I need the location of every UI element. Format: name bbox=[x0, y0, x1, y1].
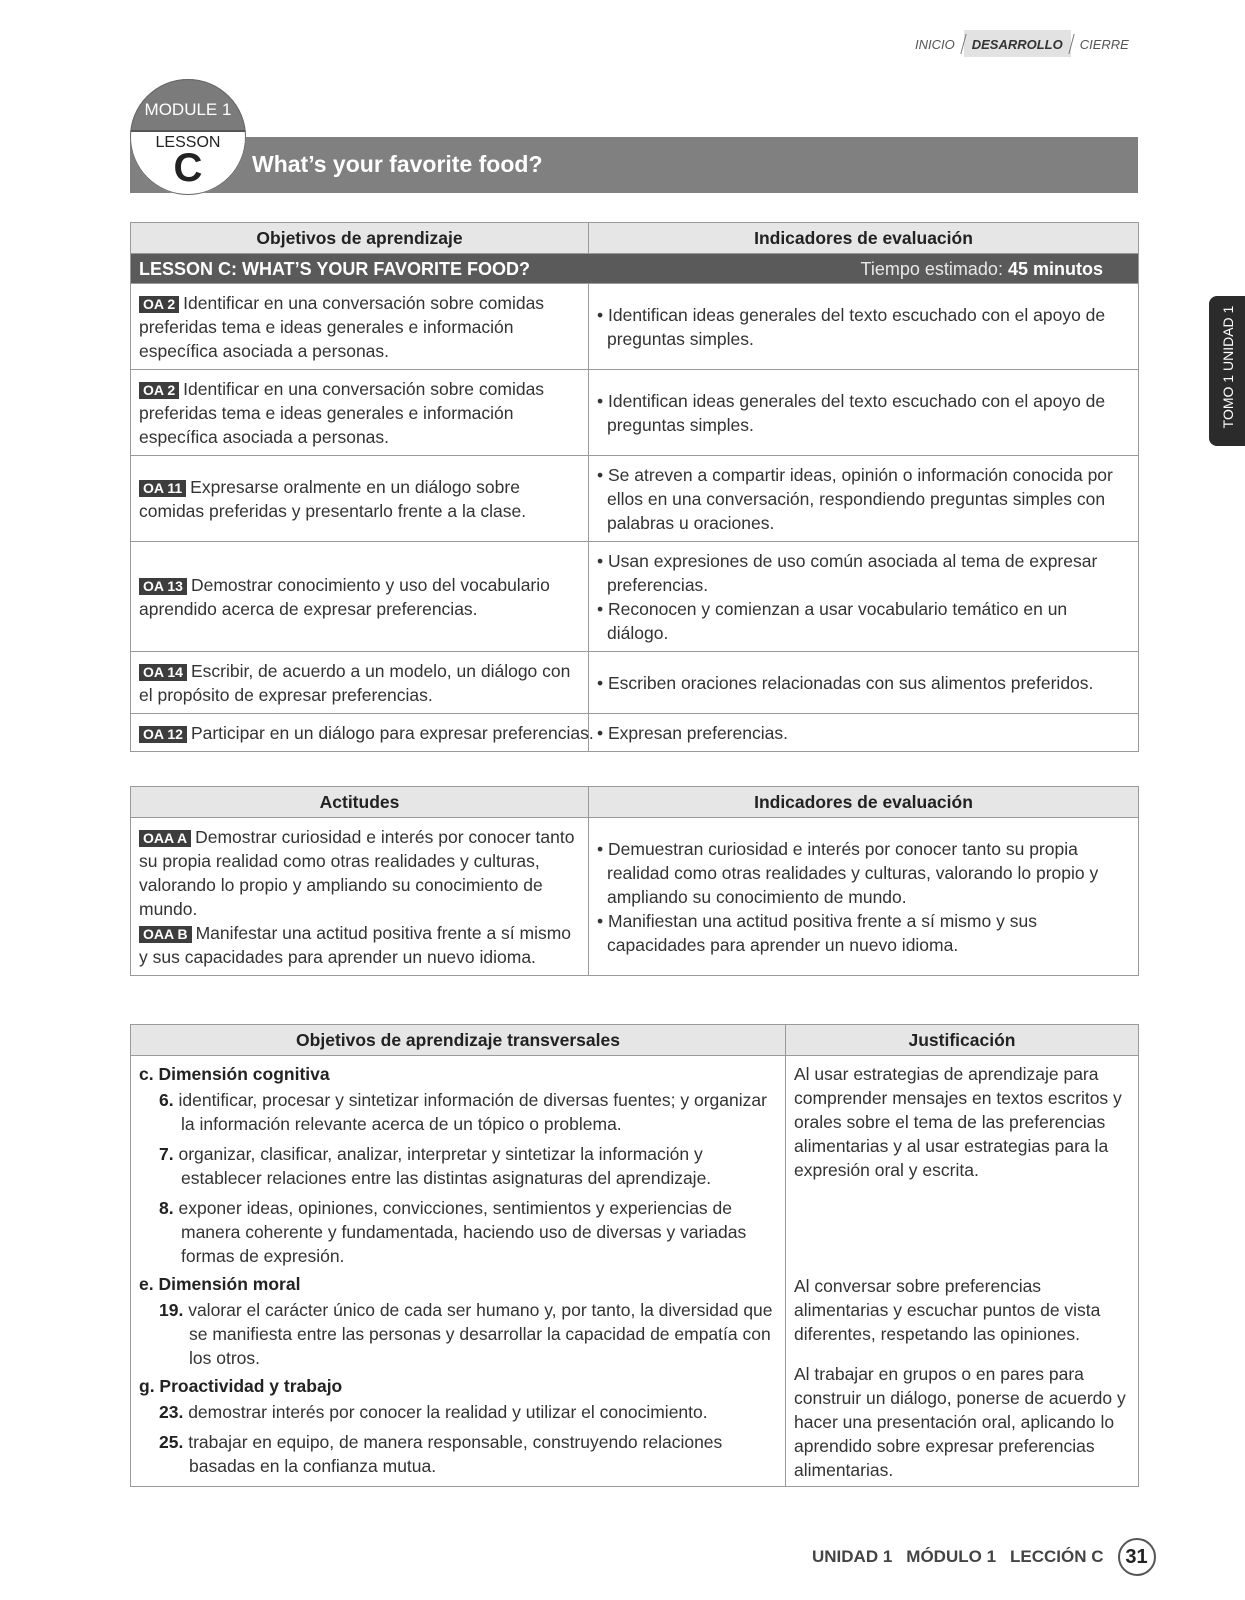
section-nav bbox=[907, 30, 1137, 57]
item-number: 23. bbox=[159, 1402, 184, 1422]
header-transversal: Objetivos de aprendizaje transversales bbox=[131, 1025, 786, 1056]
indicator-bullet: • Demuestran curiosidad e interés por conocer tanto su propia realidad como otras realidades y culturas, valorando lo propio y ampliando su conocimiento de mundo. bbox=[597, 838, 1099, 907]
transversal-table bbox=[130, 1024, 1139, 1487]
list-item bbox=[139, 1196, 777, 1268]
dimension-title: e. Dimensión moral bbox=[139, 1274, 301, 1294]
header-indicators: Indicadores de evaluación bbox=[589, 223, 1139, 254]
nav-desarrollo: DESARROLLO bbox=[964, 30, 1071, 57]
item-number: 7. bbox=[159, 1144, 174, 1164]
item-number: 25. bbox=[159, 1432, 184, 1452]
item-text: valorar el carácter único de cada ser humano y, por tanto, la diversidad que se manifiesta entre las personas y desarrollar la capacidad de empatía con los otros. bbox=[188, 1300, 773, 1368]
objective-cell bbox=[131, 714, 594, 752]
header-indicators: Indicadores de evaluación bbox=[589, 787, 1139, 818]
justification-text: Al trabajar en grupos o en pares para construir un diálogo, ponerse de acuerdo y hacer una presentación oral, aplicando lo aprendido sobre expresar preferencias alimentarias. bbox=[794, 1364, 1126, 1480]
list-item bbox=[139, 1400, 777, 1424]
objective-cell bbox=[131, 456, 589, 542]
table-row bbox=[131, 1056, 1139, 1487]
indicator-text: Escriben oraciones relacionadas con sus alimentos preferidos. bbox=[608, 672, 1094, 693]
indicator-cell bbox=[589, 818, 1139, 976]
module-label: MODULE 1 bbox=[144, 100, 232, 119]
indicator-cell bbox=[589, 542, 1139, 652]
table-row bbox=[131, 652, 1139, 714]
table-row bbox=[131, 284, 1139, 370]
item-text: identificar, procesar y sintetizar información de diversas fuentes; y organizar la información relevante acerca de un tópico o problema. bbox=[178, 1090, 767, 1134]
page-footer bbox=[812, 1538, 1156, 1576]
indicator-text: Identifican ideas generales del texto escuchado con el apoyo de preguntas simples. bbox=[607, 304, 1106, 349]
list-item bbox=[139, 1142, 777, 1190]
indicator-cell bbox=[589, 652, 1139, 714]
attitude-item bbox=[139, 825, 580, 921]
side-tab-label: TOMO 1 UNIDAD 1 bbox=[1220, 305, 1236, 429]
table-row bbox=[131, 370, 1139, 456]
indicator-text: Se atreven a compartir ideas, opinión o información conocida por ellos en una conversación, respondiendo preguntas simples con palabras u oraciones. bbox=[607, 464, 1113, 533]
objective-cell bbox=[131, 652, 589, 714]
item-text: exponer ideas, opiniones, convicciones, sentimientos y experiencias de manera coherente y fundamentada, haciendo uso de diversas y variadas formas de expresión. bbox=[178, 1198, 747, 1266]
oa-code: OA 13 bbox=[139, 578, 187, 595]
dimension-title: g. Proactividad y trabajo bbox=[139, 1376, 343, 1396]
objective-cell bbox=[131, 284, 589, 370]
lesson-label: LESSON bbox=[155, 134, 221, 151]
item-text: demostrar interés por conocer la realidad y utilizar el conocimiento. bbox=[188, 1402, 708, 1422]
side-tab bbox=[1209, 296, 1245, 446]
list-item bbox=[139, 1088, 777, 1136]
oa-code: OA 12 bbox=[139, 726, 187, 743]
lesson-letter: C bbox=[173, 146, 203, 190]
table-row bbox=[131, 456, 1139, 542]
list-item bbox=[139, 1298, 777, 1370]
table-row bbox=[131, 714, 1139, 752]
lesson-row bbox=[131, 254, 1139, 284]
objectives-table bbox=[130, 222, 1139, 752]
indicator-text: Identifican ideas generales del texto escuchado con el apoyo de preguntas simples. bbox=[607, 390, 1106, 435]
indicator-bullet: • Usan expresiones de uso común asociada al tema de expresar preferencias. bbox=[597, 550, 1098, 595]
objective-cell bbox=[131, 370, 589, 456]
footer-modulo: MÓDULO 1 bbox=[906, 1547, 997, 1566]
page-number: 31 bbox=[1118, 1538, 1156, 1576]
oa-code: OA 14 bbox=[139, 664, 187, 681]
indicator-bullet: • Manifiestan una actitud positiva frente a sí mismo y sus capacidades para aprender un nuevo idioma. bbox=[597, 910, 1037, 955]
oa-code: OA 11 bbox=[139, 480, 186, 497]
item-text: organizar, clasificar, analizar, interpretar y sintetizar la información y establecer relaciones entre las distintas asignaturas del aprendizaje. bbox=[178, 1144, 712, 1188]
header-attitudes: Actitudes bbox=[131, 787, 589, 818]
nav-cierre: CIERRE bbox=[1079, 37, 1129, 52]
item-number: 6. bbox=[159, 1090, 174, 1110]
table-row bbox=[131, 818, 1139, 976]
list-item bbox=[139, 1430, 777, 1478]
footer-unidad: UNIDAD 1 bbox=[812, 1547, 893, 1566]
justification-cell bbox=[786, 1056, 1139, 1487]
indicator-text: Reconocen y comienzan a usar vocabulario temático en un diálogo. bbox=[607, 598, 1068, 643]
indicator-cell bbox=[589, 714, 1139, 752]
oa-code: OA 2 bbox=[139, 382, 179, 399]
header-objectives: Objetivos de aprendizaje bbox=[131, 223, 589, 254]
objective-text: Escribir, de acuerdo a un modelo, un diálogo con el propósito de expresar preferencias. bbox=[139, 660, 571, 705]
indicator-cell bbox=[589, 370, 1139, 456]
indicator-bullet: • Reconocen y comienzan a usar vocabulario temático en un diálogo. bbox=[597, 598, 1068, 643]
badge-outline bbox=[130, 79, 246, 195]
table-row bbox=[131, 542, 1139, 652]
attitude-text: Demostrar curiosidad e interés por conocer tanto su propia realidad como otras realidades y culturas, valorando lo propio y ampliando su conocimiento de mundo. bbox=[139, 826, 575, 919]
indicator-text: Usan expresiones de uso común asociada al tema de expresar preferencias. bbox=[607, 550, 1098, 595]
objective-text: Identificar en una conversación sobre comidas preferidas tema e ideas generales e información específica asociada a personas. bbox=[139, 378, 545, 447]
objective-text: Demostrar conocimiento y uso del vocabulario aprendido acerca de expresar preferencias. bbox=[139, 574, 550, 619]
time-label: Tiempo estimado: bbox=[860, 258, 1003, 279]
indicator-cell bbox=[589, 456, 1139, 542]
objective-text: Expresarse oralmente en un diálogo sobre comidas preferidas y presentarlo frente a la clase. bbox=[139, 476, 527, 521]
attitude-text: Manifestar una actitud positiva frente a sí mismo y sus capacidades para aprender un nuevo idioma. bbox=[139, 922, 572, 967]
nav-inicio: INICIO bbox=[915, 37, 955, 52]
attitudes-cell bbox=[131, 818, 589, 976]
attitude-item bbox=[139, 921, 580, 969]
lesson-title: What’s your favorite food? bbox=[252, 151, 543, 177]
oaa-code: OAA A bbox=[139, 830, 191, 847]
oa-code: OA 2 bbox=[139, 296, 179, 313]
objective-text: Participar en un diálogo para expresar preferencias. bbox=[190, 722, 594, 743]
dimension-title: c. Dimensión cognitiva bbox=[139, 1064, 330, 1084]
indicator-bullet: • Escriben oraciones relacionadas con sus alimentos preferidos. bbox=[597, 672, 1094, 693]
indicator-text: Demuestran curiosidad e interés por conocer tanto su propia realidad como otras realidades y culturas, valorando lo propio y ampliando su conocimiento de mundo. bbox=[607, 838, 1099, 907]
lesson-row-time bbox=[589, 254, 1139, 284]
indicator-cell bbox=[589, 284, 1139, 370]
indicator-bullet: • Se atreven a compartir ideas, opinión o información conocida por ellos en una conversación, respondiendo preguntas simples con palabras u oraciones. bbox=[597, 464, 1113, 533]
indicator-bullet: • Expresan preferencias. bbox=[597, 722, 788, 743]
justification-text: Al conversar sobre preferencias alimentarias y escuchar puntos de vista diferentes, respetando las opiniones. bbox=[794, 1276, 1101, 1344]
footer-leccion: LECCIÓN C bbox=[1010, 1547, 1104, 1566]
header-justification: Justificación bbox=[786, 1025, 1139, 1056]
oaa-code: OAA B bbox=[139, 926, 192, 943]
item-number: 8. bbox=[159, 1198, 174, 1218]
indicator-bullet: • Identifican ideas generales del texto escuchado con el apoyo de preguntas simples. bbox=[597, 304, 1106, 349]
lesson-row-label: LESSON C: WHAT’S YOUR FAVORITE FOOD? bbox=[131, 254, 589, 284]
indicator-text: Expresan preferencias. bbox=[608, 722, 788, 743]
objective-cell bbox=[131, 542, 589, 652]
justification-text: Al usar estrategias de aprendizaje para comprender mensajes en textos escritos y orales sobre el tema de las preferencias alimentarias y al usar estrategias para la expresión oral y escrita. bbox=[794, 1064, 1122, 1180]
transversal-cell bbox=[131, 1056, 786, 1487]
indicator-text: Manifiestan una actitud positiva frente a sí mismo y sus capacidades para aprender un nuevo idioma. bbox=[607, 910, 1037, 955]
attitudes-table bbox=[130, 786, 1139, 976]
indicator-bullet: • Identifican ideas generales del texto escuchado con el apoyo de preguntas simples. bbox=[597, 390, 1106, 435]
time-value: 45 minutos bbox=[1007, 258, 1103, 279]
item-number: 19. bbox=[159, 1300, 184, 1320]
objective-text: Identificar en una conversación sobre comidas preferidas tema e ideas generales e información específica asociada a personas. bbox=[139, 292, 545, 361]
item-text: trabajar en equipo, de manera responsable, construyendo relaciones basadas en la confianza mutua. bbox=[188, 1432, 723, 1476]
